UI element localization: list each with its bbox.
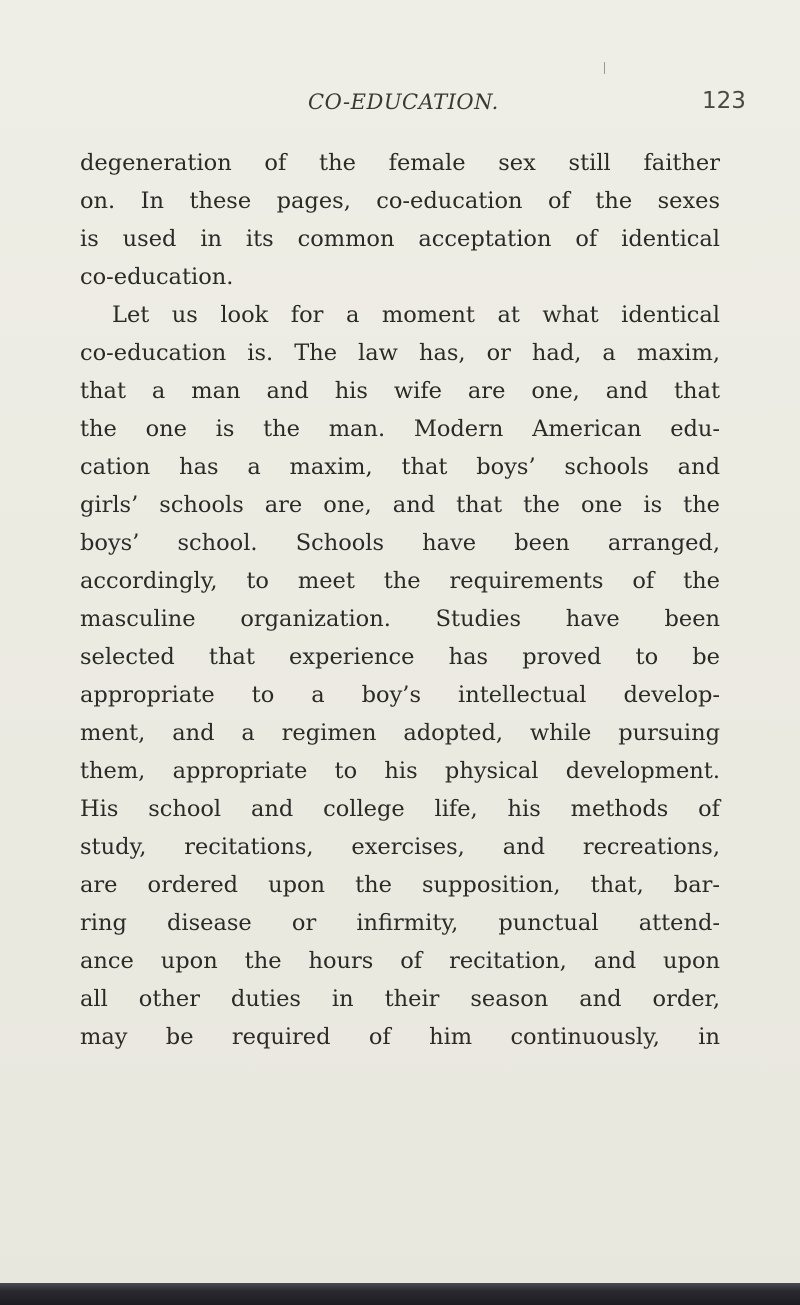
text-line: His school and college life, his methods of [80, 796, 720, 822]
running-title: CO-EDUCATION. [308, 90, 499, 114]
text-line: co-education. [80, 264, 234, 290]
text-line: boys’ school. Schools have been arranged, [80, 530, 720, 556]
text-line: ment, and a regimen adopted, while pursuing [80, 720, 720, 746]
text-line: the one is the man. Modern American edu- [80, 416, 720, 442]
text-line: study, recitations, exercises, and recreations, [80, 834, 720, 860]
page-number: 123 [702, 88, 746, 114]
text-line: degeneration of the female sex still faither [80, 150, 720, 176]
text-line: ance upon the hours of recitation, and upon [80, 948, 720, 974]
text-line: co-education is. The law has, or had, a maxim, [80, 340, 720, 366]
text-line: may be required of him continuously, in [80, 1024, 720, 1050]
scan-edge [0, 1283, 800, 1305]
text-line: that a man and his wife are one, and that [80, 378, 720, 404]
text-line: all other duties in their season and order, [80, 986, 720, 1012]
text-line: Let us look for a moment at what identical [112, 302, 720, 328]
text-line: are ordered upon the supposition, that, bar- [80, 872, 720, 898]
text-line: appropriate to a boy’s intellectual develop- [80, 682, 720, 708]
text-line: girls’ schools are one, and that the one is the [80, 492, 720, 518]
text-line: ring disease or infirmity, punctual attend- [80, 910, 720, 936]
text-line: is used in its common acceptation of identical [80, 226, 720, 252]
text-line: accordingly, to meet the requirements of the [80, 568, 720, 594]
text-line: on. In these pages, co-education of the sexes [80, 188, 720, 214]
text-line: cation has a maxim, that boys’ schools and [80, 454, 720, 480]
body-text [80, 144, 720, 1056]
text-line: them, appropriate to his physical development. [80, 758, 720, 784]
page-header [0, 90, 800, 126]
text-line: masculine organization. Studies have been [80, 606, 720, 632]
text-line: selected that experience has proved to be [80, 644, 720, 670]
page-mark [604, 62, 605, 74]
